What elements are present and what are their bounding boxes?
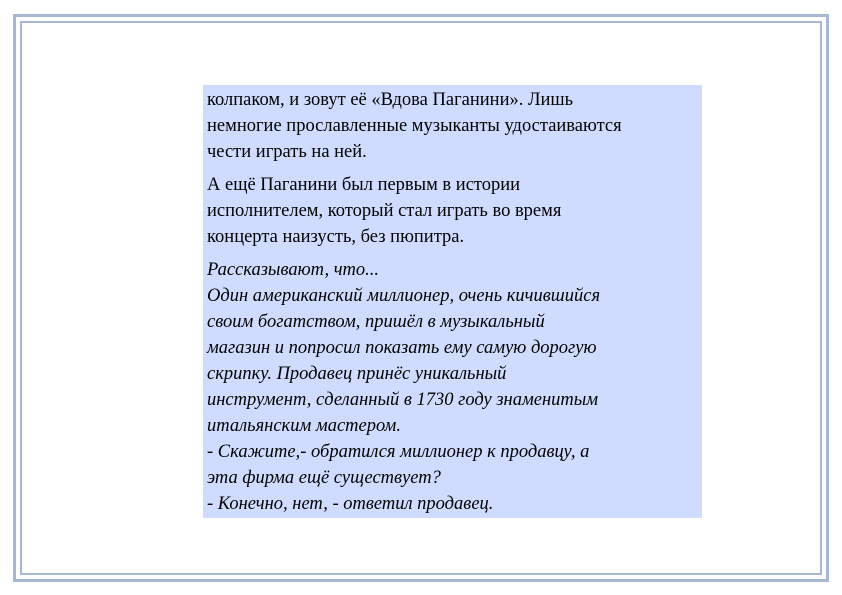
text-line: концерта наизусть, без пюпитра.	[207, 227, 465, 247]
text-line: эта фирма ещё существует?	[207, 468, 441, 488]
text-line: Рассказывают, что...	[207, 260, 380, 280]
text-line: - Скажите,- обратился миллионер к продавцу, а	[207, 442, 590, 462]
text-line: скрипку. Продавец принёс уникальный	[207, 364, 507, 384]
text-line: немногие прославленные музыканты удостаиваются	[207, 116, 622, 136]
text-line: итальянским мастером.	[207, 416, 401, 436]
text-line: А ещё Паганини был первым в истории	[207, 175, 521, 195]
text-line: магазин и попросил показать ему самую дорогую	[207, 338, 597, 358]
text-line: исполнителем, который стал играть во время	[207, 201, 562, 221]
text-line: своим богатством, пришёл в музыкальный	[207, 312, 545, 332]
paragraph-violin-fame	[207, 87, 702, 165]
paragraph-by-heart	[207, 172, 702, 250]
text-line: Один американский миллионер, очень кичившийся	[207, 286, 601, 306]
text-line: чести играть на ней.	[207, 142, 367, 162]
text-line: инструмент, сделанный в 1730 году знаменитым	[207, 390, 599, 410]
text-line: колпаком, и зовут её «Вдова Паганини». Лишь	[207, 90, 574, 110]
text-line: - Конечно, нет, - ответил продавец.	[207, 494, 494, 514]
paragraph-anecdote	[207, 257, 702, 517]
text-box	[203, 85, 702, 518]
